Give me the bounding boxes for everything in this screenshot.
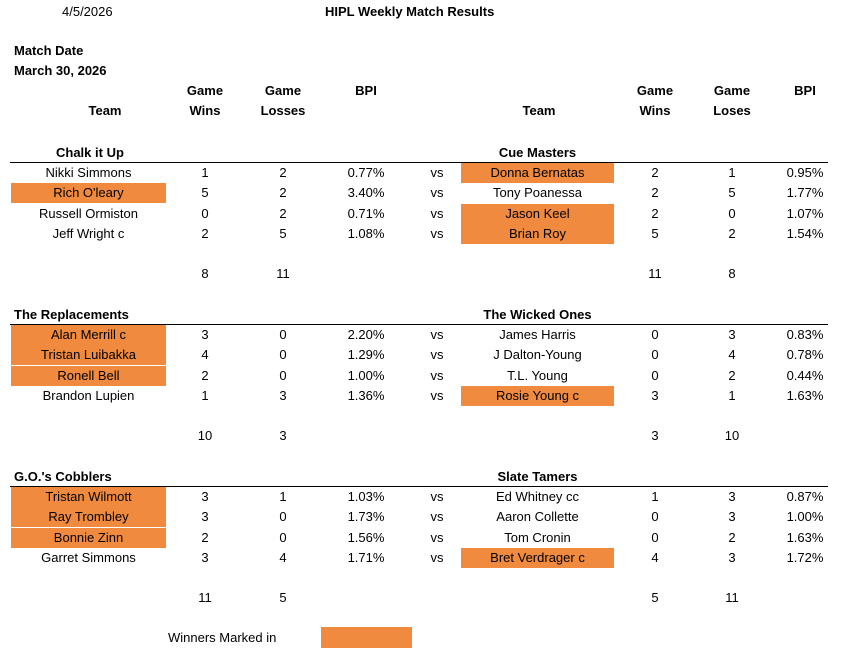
right-player-name: Aaron Collette: [496, 509, 579, 525]
right-bpi: 1.00%: [786, 509, 824, 525]
left-game-wins: 1: [201, 165, 209, 180]
vs-label: vs: [430, 347, 444, 363]
left-bpi: 0.77%: [347, 165, 385, 180]
report-title: HIPL Weekly Match Results: [325, 4, 495, 19]
left-total-losses: 5: [279, 590, 287, 605]
legend-label: Winners Marked in: [168, 630, 277, 645]
right-team-name: The Wicked Ones: [483, 307, 592, 322]
right-player-name: Donna Bernatas: [461, 163, 614, 183]
left-game-losses: 0: [279, 529, 287, 545]
left-game-losses: 2: [279, 165, 287, 180]
left-total-wins: 10: [197, 428, 213, 443]
left-game-wins: 2: [201, 529, 209, 545]
left-total-wins: 11: [198, 590, 212, 605]
left-wins-header-1: Game: [186, 83, 224, 98]
vs-label: vs: [430, 327, 444, 342]
left-game-losses: 0: [279, 509, 287, 525]
right-game-losses: 0: [728, 205, 736, 221]
left-player-name: Tristan Luibakka: [11, 345, 166, 365]
right-player-name: T.L. Young: [507, 367, 568, 383]
match-date-value: March 30, 2026: [14, 63, 107, 78]
left-game-wins: 2: [201, 225, 209, 241]
left-game-wins: 2: [201, 367, 209, 383]
left-losses-header-1: Game: [264, 83, 302, 98]
right-bpi: 1.63%: [786, 387, 824, 403]
right-wins-header-1: Game: [636, 83, 674, 98]
legend-highlight-swatch: [321, 627, 412, 648]
left-game-losses: 4: [279, 549, 287, 565]
match-date-label: Match Date: [14, 43, 84, 58]
right-game-losses: 2: [728, 225, 736, 241]
vs-label: vs: [430, 205, 444, 221]
left-player-name: Russell Ormiston: [39, 205, 138, 221]
right-total-losses: 11: [725, 590, 739, 605]
left-bpi: 1.03%: [347, 489, 385, 504]
left-player-name: Tristan Wilmott: [11, 487, 166, 507]
right-player-name: Tony Poanessa: [493, 185, 582, 201]
right-player-name: J Dalton-Young: [493, 347, 582, 363]
right-game-losses: 1: [728, 165, 736, 180]
left-game-wins: 4: [201, 347, 209, 363]
right-game-wins: 2: [651, 165, 659, 180]
right-game-losses: 2: [728, 367, 736, 383]
left-bpi: 1.71%: [347, 549, 385, 565]
right-bpi: 1.72%: [786, 549, 824, 565]
right-game-losses: 3: [728, 549, 736, 565]
right-total-losses: 10: [724, 428, 740, 443]
left-game-wins: 0: [201, 205, 209, 221]
right-game-wins: 3: [651, 387, 659, 403]
vs-label: vs: [430, 367, 444, 383]
left-total-losses: 11: [276, 266, 290, 281]
right-bpi: 0.44%: [786, 367, 824, 383]
left-game-losses: 0: [279, 347, 287, 363]
left-bpi: 3.40%: [347, 185, 385, 201]
right-game-losses: 2: [728, 529, 736, 545]
right-player-name: Tom Cronin: [504, 529, 571, 545]
right-player-name: Jason Keel: [461, 204, 614, 224]
right-player-name: Bret Verdrager c: [461, 548, 614, 568]
right-bpi: 1.07%: [786, 205, 824, 221]
left-game-losses: 2: [279, 205, 287, 221]
left-player-name: Jeff Wright c: [52, 225, 125, 241]
vs-label: vs: [430, 387, 444, 403]
right-game-wins: 5: [651, 225, 659, 241]
right-total-wins: 11: [648, 266, 662, 281]
left-bpi: 2.20%: [347, 327, 385, 342]
left-player-name: Ray Trombley: [11, 507, 166, 527]
left-game-losses: 5: [279, 225, 287, 241]
left-wins-header-2: Wins: [189, 103, 221, 118]
left-game-losses: 0: [279, 367, 287, 383]
left-bpi: 1.36%: [347, 387, 385, 403]
right-game-losses: 3: [728, 489, 736, 504]
right-player-name: Rosie Young c: [461, 386, 614, 406]
right-team-name: Slate Tamers: [497, 469, 578, 484]
left-game-losses: 1: [279, 489, 287, 504]
right-total-wins: 5: [651, 590, 659, 605]
left-player-name: Nikki Simmons: [45, 165, 132, 180]
right-bpi: 1.77%: [786, 185, 824, 201]
vs-label: vs: [430, 165, 444, 180]
right-losses-header-2: Loses: [713, 103, 751, 118]
left-player-name: Rich O'leary: [11, 183, 166, 203]
right-game-wins: 2: [651, 205, 659, 221]
right-bpi: 1.63%: [786, 529, 824, 545]
left-game-wins: 1: [201, 387, 209, 403]
right-team-header: Team: [522, 103, 556, 118]
left-game-losses: 2: [279, 185, 287, 201]
left-game-wins: 3: [201, 327, 209, 342]
right-losses-header-1: Game: [713, 83, 751, 98]
right-game-losses: 3: [728, 327, 736, 342]
right-player-name: Ed Whitney cc: [495, 489, 580, 504]
vs-label: vs: [430, 549, 444, 565]
left-game-wins: 3: [201, 509, 209, 525]
vs-label: vs: [430, 225, 444, 241]
left-team-name: The Replacements: [14, 307, 129, 322]
right-bpi: 0.95%: [786, 165, 824, 180]
vs-label: vs: [430, 509, 444, 525]
right-game-wins: 1: [651, 489, 659, 504]
left-total-wins: 8: [201, 266, 209, 281]
left-game-losses: 3: [279, 387, 287, 403]
right-game-wins: 0: [651, 347, 659, 363]
right-total-losses: 8: [728, 266, 736, 281]
left-bpi: 1.73%: [347, 509, 385, 525]
left-team-name: G.O.'s Cobblers: [14, 469, 112, 484]
left-game-wins: 5: [201, 185, 209, 201]
right-team-name: Cue Masters: [498, 145, 577, 160]
right-game-wins: 0: [651, 327, 659, 342]
right-game-wins: 0: [651, 367, 659, 383]
right-game-wins: 0: [651, 509, 659, 525]
right-player-name: James Harris: [499, 327, 576, 342]
vs-label: vs: [430, 529, 444, 545]
right-total-wins: 3: [651, 428, 659, 443]
right-game-losses: 3: [728, 509, 736, 525]
left-bpi: 0.71%: [347, 205, 385, 221]
right-wins-header-2: Wins: [639, 103, 671, 118]
right-bpi-header: BPI: [794, 83, 816, 98]
right-bpi: 1.54%: [786, 225, 824, 241]
left-player-name: Ronell Bell: [11, 366, 166, 386]
left-team-name: Chalk it Up: [56, 145, 124, 160]
left-team-header: Team: [88, 103, 122, 118]
report-date: 4/5/2026: [62, 4, 113, 19]
vs-label: vs: [430, 185, 444, 201]
left-game-wins: 3: [201, 489, 209, 504]
right-game-wins: 0: [651, 529, 659, 545]
right-game-losses: 1: [728, 387, 736, 403]
left-bpi: 1.00%: [347, 367, 385, 383]
right-bpi: 0.87%: [786, 489, 824, 504]
left-bpi: 1.29%: [347, 347, 385, 363]
left-player-name: Brandon Lupien: [42, 387, 135, 403]
right-bpi: 0.78%: [786, 347, 824, 363]
left-bpi-header: BPI: [355, 83, 377, 98]
vs-label: vs: [430, 489, 444, 504]
right-player-name: Brian Roy: [461, 224, 614, 244]
left-player-name: Alan Merrill c: [11, 325, 166, 345]
left-game-losses: 0: [279, 327, 287, 342]
left-player-name: Garret Simmons: [41, 549, 136, 565]
right-bpi: 0.83%: [786, 327, 824, 342]
left-player-name: Bonnie Zinn: [11, 528, 166, 548]
left-total-losses: 3: [279, 428, 287, 443]
right-game-losses: 5: [728, 185, 736, 201]
left-bpi: 1.08%: [347, 225, 385, 241]
left-bpi: 1.56%: [347, 529, 385, 545]
left-losses-header-2: Losses: [260, 103, 306, 118]
left-game-wins: 3: [201, 549, 209, 565]
right-game-wins: 2: [651, 185, 659, 201]
right-game-wins: 4: [651, 549, 659, 565]
right-game-losses: 4: [728, 347, 736, 363]
